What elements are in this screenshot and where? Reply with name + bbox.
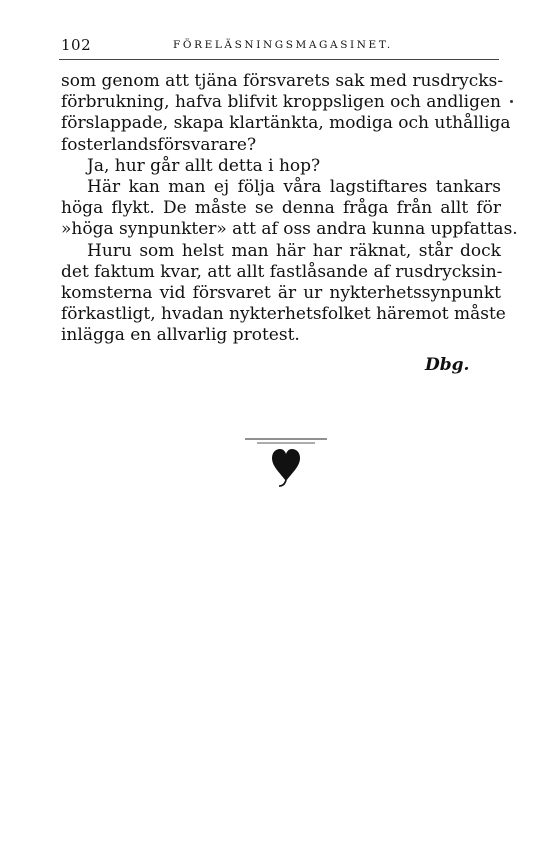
margin-mark (510, 100, 513, 103)
author-signature: Dbg. (425, 355, 470, 375)
text-line: det faktum kvar, att allt fastlåsande af rusdrycksin- (61, 261, 503, 282)
text-line: fosterlandsförsvarare? (61, 134, 257, 155)
text-line: förbrukning, hafva blifvit kroppsligen och andligen (61, 92, 501, 113)
text-line: komsterna vid försvaret är ur nykterhetssynpunkt (61, 282, 501, 303)
body-text (61, 71, 518, 346)
text-line: förkastligt, hvadan nykterhetsfolket häremot måste (61, 304, 506, 325)
text-line: förslappade, skapa klartänkta, modiga och uthålliga (61, 113, 511, 134)
running-title: FÖRELÄSNINGSMAGASINET. (173, 39, 393, 51)
text-line: Här kan man ej följa våra lagstiftares tankars (87, 176, 501, 197)
text-line: Huru som helst man här har räknat, står dock (87, 240, 501, 261)
text-line: höga flykt. De måste se denna fråga från allt för (61, 198, 501, 219)
heart-ornament-icon (243, 434, 329, 494)
header-rule (59, 59, 499, 60)
text-line: inlägga en allvarlig protest. (61, 325, 300, 346)
text-line: som genom att tjäna försvarets sak med rusdrycks- (61, 71, 504, 91)
page-number: 102 (61, 36, 92, 54)
text-line: »höga synpunkter» att af oss andra kunna uppfattas. (61, 219, 518, 240)
page-header (61, 36, 501, 56)
text-line: Ja, hur går allt detta i hop? (87, 155, 321, 176)
